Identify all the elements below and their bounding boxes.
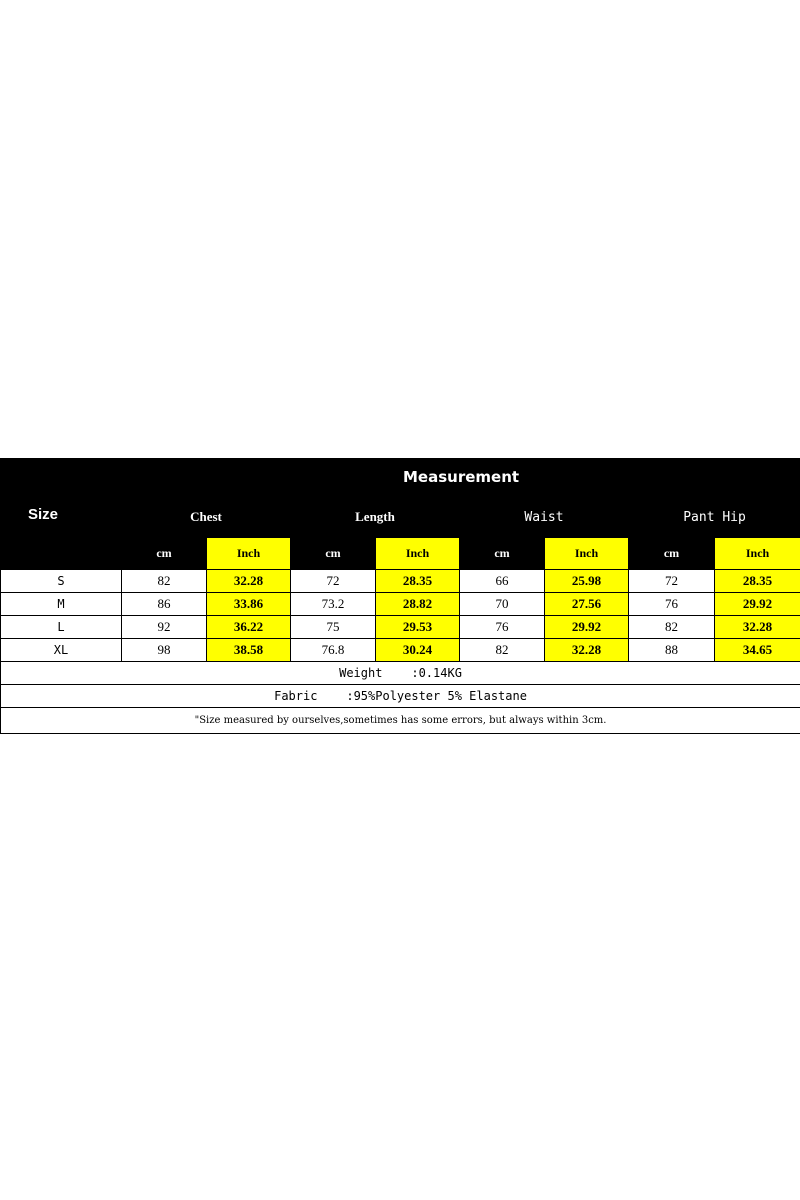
waist-inch-cell: 29.92 <box>545 616 629 639</box>
unit-cm-length: cm <box>291 538 376 570</box>
size-column-header: Size <box>1 459 122 570</box>
fabric-text: Fabric :95%Polyester 5% Elastane <box>1 685 800 708</box>
table-row <box>1 570 800 593</box>
waist-inch-cell: 27.56 <box>545 593 629 616</box>
pant-hip-cm-cell: 88 <box>629 639 715 662</box>
length-inch-cell: 30.24 <box>376 639 460 662</box>
pant-hip-inch-cell: 32.28 <box>715 616 800 639</box>
table-row <box>1 639 800 662</box>
pant-hip-cm-cell: 76 <box>629 593 715 616</box>
size-note-text: "Size measured by ourselves,sometimes has some errors, but always within 3cm. <box>1 708 800 734</box>
group-header-length: Length <box>291 496 460 538</box>
chest-inch-cell: 33.86 <box>207 593 291 616</box>
size-chart-table <box>0 458 800 734</box>
chest-inch-cell: 36.22 <box>207 616 291 639</box>
waist-inch-cell: 25.98 <box>545 570 629 593</box>
fabric-row <box>1 685 800 708</box>
unit-inch-pant-hip: Inch <box>715 538 800 570</box>
length-inch-cell: 29.53 <box>376 616 460 639</box>
chest-inch-cell: 32.28 <box>207 570 291 593</box>
chest-cm-cell: 82 <box>122 570 207 593</box>
chest-cm-cell: 92 <box>122 616 207 639</box>
note-row <box>1 708 800 734</box>
weight-row <box>1 662 800 685</box>
group-header-pant-hip: Pant Hip <box>629 496 800 538</box>
waist-inch-cell: 32.28 <box>545 639 629 662</box>
size-cell: M <box>1 593 122 616</box>
measurement-header: Measurement <box>122 459 800 497</box>
size-cell: L <box>1 616 122 639</box>
length-cm-cell: 72 <box>291 570 376 593</box>
pant-hip-inch-cell: 34.65 <box>715 639 800 662</box>
measurement-header-row <box>1 459 800 497</box>
waist-cm-cell: 82 <box>460 639 545 662</box>
group-header-chest: Chest <box>122 496 291 538</box>
length-inch-cell: 28.82 <box>376 593 460 616</box>
length-cm-cell: 76.8 <box>291 639 376 662</box>
waist-cm-cell: 66 <box>460 570 545 593</box>
pant-hip-cm-cell: 72 <box>629 570 715 593</box>
size-cell: XL <box>1 639 122 662</box>
pant-hip-inch-cell: 29.92 <box>715 593 800 616</box>
unit-inch-length: Inch <box>376 538 460 570</box>
size-cell: S <box>1 570 122 593</box>
length-cm-cell: 75 <box>291 616 376 639</box>
unit-cm-waist: cm <box>460 538 545 570</box>
group-header-waist: Waist <box>460 496 629 538</box>
waist-cm-cell: 70 <box>460 593 545 616</box>
waist-cm-cell: 76 <box>460 616 545 639</box>
weight-text: Weight :0.14KG <box>1 662 800 685</box>
unit-inch-chest: Inch <box>207 538 291 570</box>
unit-cm-pant-hip: cm <box>629 538 715 570</box>
length-cm-cell: 73.2 <box>291 593 376 616</box>
table-row <box>1 593 800 616</box>
pant-hip-cm-cell: 82 <box>629 616 715 639</box>
table-row <box>1 616 800 639</box>
unit-cm-chest: cm <box>122 538 207 570</box>
size-chart <box>0 458 800 734</box>
chest-inch-cell: 38.58 <box>207 639 291 662</box>
chest-cm-cell: 98 <box>122 639 207 662</box>
length-inch-cell: 28.35 <box>376 570 460 593</box>
chest-cm-cell: 86 <box>122 593 207 616</box>
unit-inch-waist: Inch <box>545 538 629 570</box>
pant-hip-inch-cell: 28.35 <box>715 570 800 593</box>
